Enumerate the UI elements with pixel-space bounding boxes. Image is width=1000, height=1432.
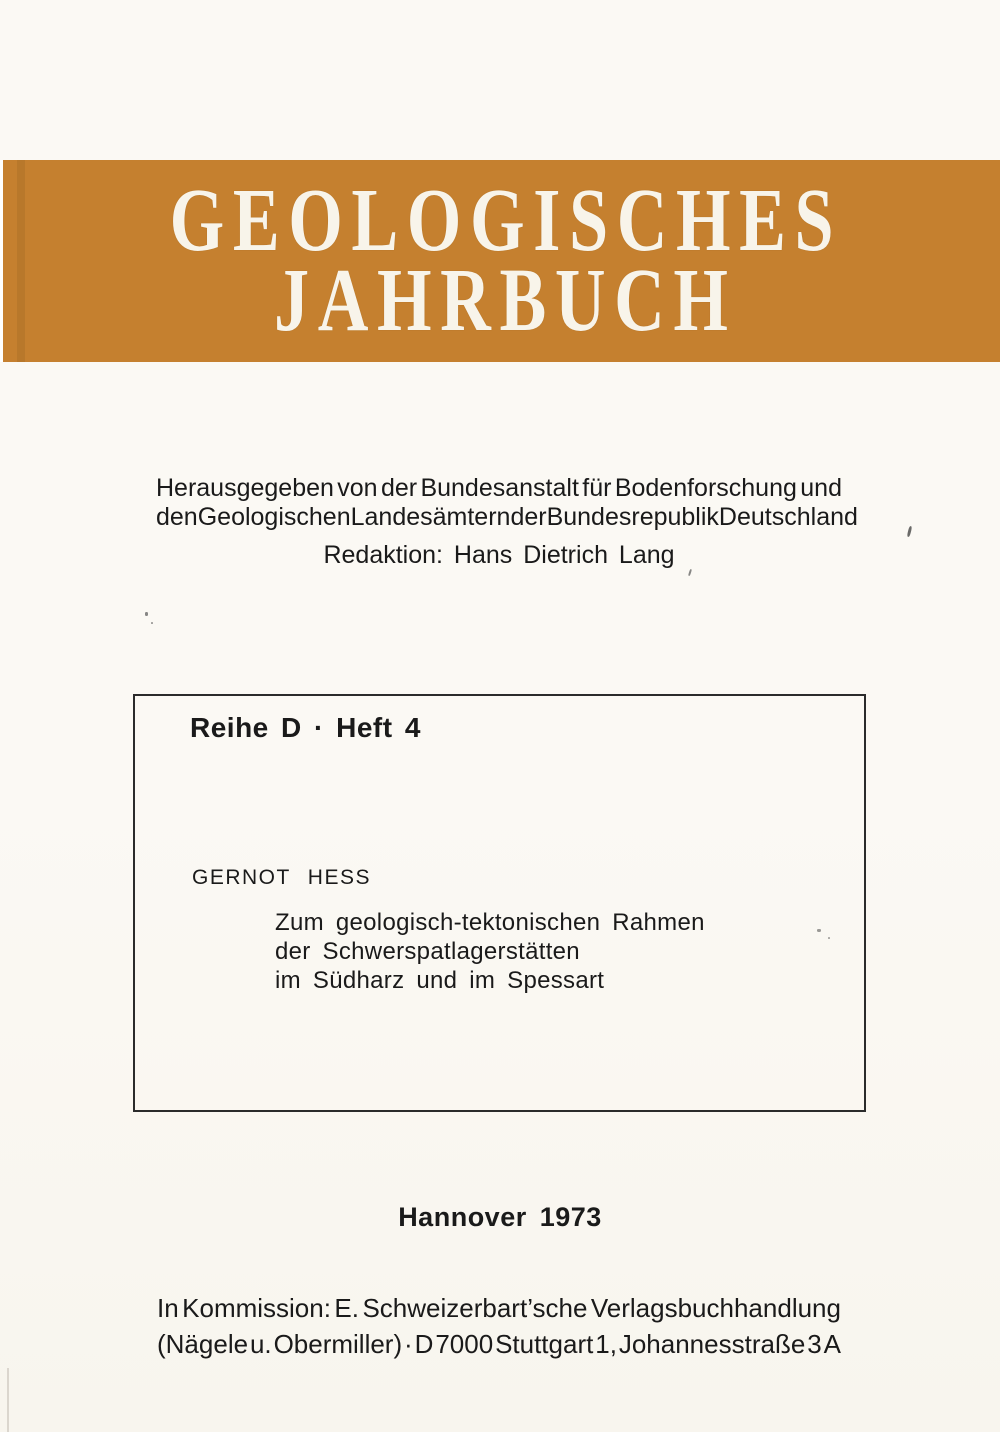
series-heading: Reihe D · Heft 4: [190, 712, 421, 743]
imprint-block: [157, 1290, 841, 1362]
scan-speckle: [145, 612, 148, 616]
publisher-line1: Herausgegeben von der Bundesanstalt für Bodenforschung und: [156, 474, 842, 502]
scan-streak: [17, 160, 25, 362]
scan-edge-line: [0, 160, 3, 362]
scan-edge-line: [7, 1368, 9, 1432]
author-name: GERNOT HESS: [192, 866, 371, 889]
work-title-line2: der Schwerspatlagerstätten: [275, 938, 580, 965]
series-title-banner: [3, 160, 1000, 362]
scan-speckle: [688, 569, 692, 576]
scan-speckle: [151, 622, 153, 624]
place-year: Hannover 1973: [398, 1202, 602, 1232]
scan-speckle: [907, 526, 913, 537]
publisher-block: [156, 474, 858, 570]
scan-speckle: [817, 929, 821, 932]
work-title-line1: Zum geologisch-tektonischen Rahmen: [275, 909, 705, 936]
series-title-line2: JAHRBUCH: [274, 251, 738, 350]
work-title-line3: im Südharz und im Spessart: [275, 967, 605, 994]
scan-speckle: [828, 937, 830, 939]
series-title-line1: GEOLOGISCHES: [169, 171, 843, 270]
issue-frame: [133, 694, 866, 1112]
work-title: [275, 908, 705, 995]
imprint-line2: (Nägele u. Obermiller) · D 7000 Stuttgart 1, Johannesstraße 3 A: [157, 1329, 841, 1359]
imprint-line1: In Kommission: E. Schweizerbart’sche Verlagsbuchhandlung: [157, 1293, 841, 1323]
publisher-line2: den Geologischen Landesämtern der Bundesrepublik Deutschland: [156, 503, 858, 531]
editor-line: Redaktion: Hans Dietrich Lang: [323, 541, 675, 569]
